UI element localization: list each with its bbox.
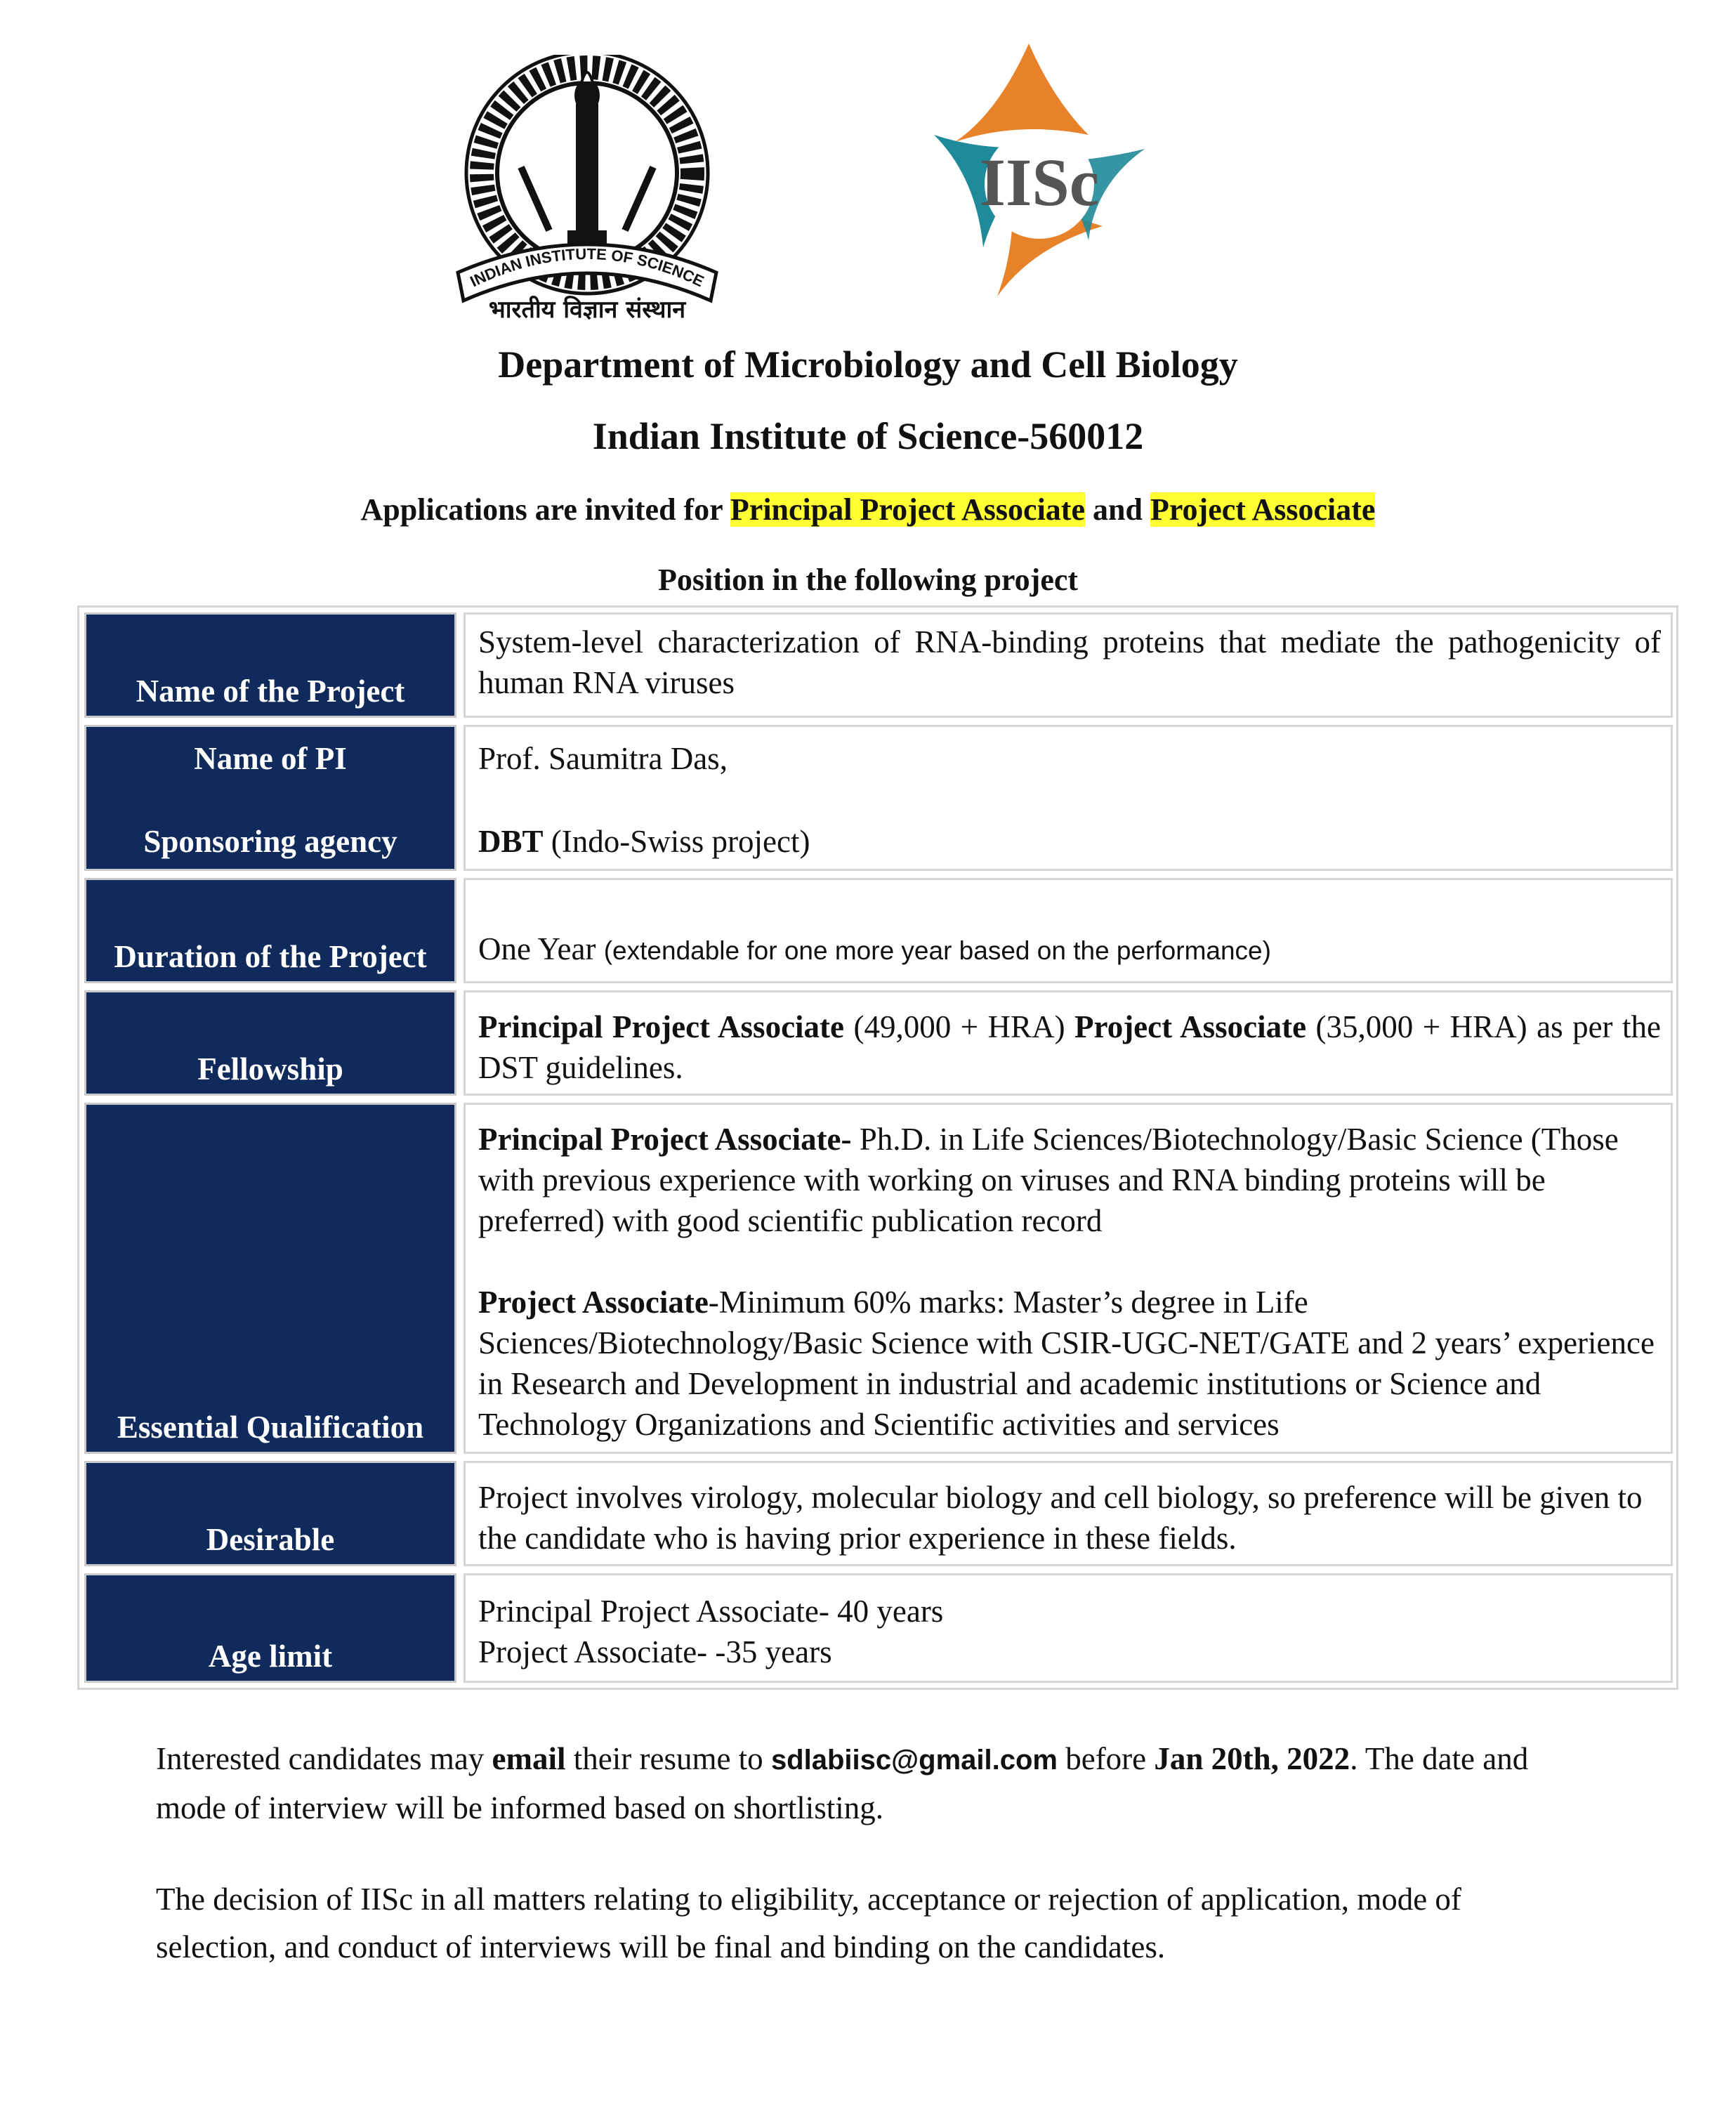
label-agency: Sponsoring agency [143,824,397,859]
iisc-wordmark: IISc [979,145,1100,220]
table-row [84,612,1673,718]
label-project-name: Name of the Project [84,612,456,718]
value-pi-agency [463,725,1673,871]
table-row [84,725,1673,871]
position-highlight-pa: Project Associate [1150,492,1376,527]
table-row [84,878,1673,983]
label-desirable: Desirable [84,1461,456,1566]
qualification-pa: Project Associate-Minimum 60% marks: Master’s degree in Life Sciences/Biotechnology/Basic Science with CSIR-UGC-NET/GATE and 2 years’ experience in Research and Development in industrial and academic institutions or Science and Technology Organizations and Scientific activities and services [478,1285,1655,1442]
value-agency: DBT (Indo-Swiss project) [478,824,810,859]
label-age-limit: Age limit [84,1573,456,1683]
iisc-seal-logo [444,55,730,320]
value-age-limit: Principal Project Associate- 40 years Project Associate- -35 years [463,1573,1673,1683]
label-qualification: Essential Qualification [84,1103,456,1454]
value-fellowship: Principal Project Associate (49,000 + HRA) Project Associate (35,000 + HRA) as per the DST guidelines. [463,990,1673,1096]
invitation-line [0,492,1736,527]
value-pi: Prof. Saumitra Das, [478,741,728,776]
institute-title: Indian Institute of Science-560012 [592,415,1144,457]
invite-prefix: Applications are invited for [360,492,730,527]
table-row [84,1573,1673,1683]
contact-email: sdlabiisc@gmail.com [770,1745,1058,1776]
label-pi-agency [84,725,456,871]
qualification-ppa: Principal Project Associate- Ph.D. in Life Sciences/Biotechnology/Basic Science (Those with previous experience with working on viruses and RNA binding proteins will be preferred) with good scientific publication record [478,1122,1619,1238]
seal-ribbon-text: INDIAN INSTITUTE OF SCIENCE [467,244,707,291]
application-instructions: Interested candidates may email their resume to sdlabiisc@gmail.com before Jan 20th, 2022. The date and mode of interview will be informed based on shortlisting. [156,1741,1529,1825]
iisc-star-logo [913,37,1166,303]
position-highlight-ppa: Principal Project Associate [730,492,1085,527]
table-row [84,1461,1673,1566]
table-row [84,990,1673,1096]
deadline-date: Jan 20th, 2022 [1154,1741,1350,1776]
value-duration: One Year (extendable for one more year based on the performance) [463,878,1673,983]
label-fellowship: Fellowship [84,990,456,1096]
seal-hindi-text: भारतीय विज्ञान संस्थान [488,296,686,320]
label-pi: Name of PI [194,741,347,776]
invite-and: and [1084,492,1150,527]
position-subtitle: Position in the following project [657,563,1079,597]
value-qualification [463,1103,1673,1454]
department-title: Department of Microbiology and Cell Biology [498,343,1238,386]
table-row [84,1103,1673,1454]
disclaimer-paragraph: The decision of IISc in all matters relating to eligibility, acceptance or rejection of application, mode of selection, and conduct of interviews will be final and binding on the candidates. [156,1882,1461,1964]
value-project-name: System-level characterization of RNA-binding proteins that mediate the pathogenicity of human RNA viruses [463,612,1673,718]
label-duration: Duration of the Project [84,878,456,983]
value-desirable: Project involves virology, molecular biology and cell biology, so preference will be given to the candidate who is having prior experience in these fields. [463,1461,1673,1566]
